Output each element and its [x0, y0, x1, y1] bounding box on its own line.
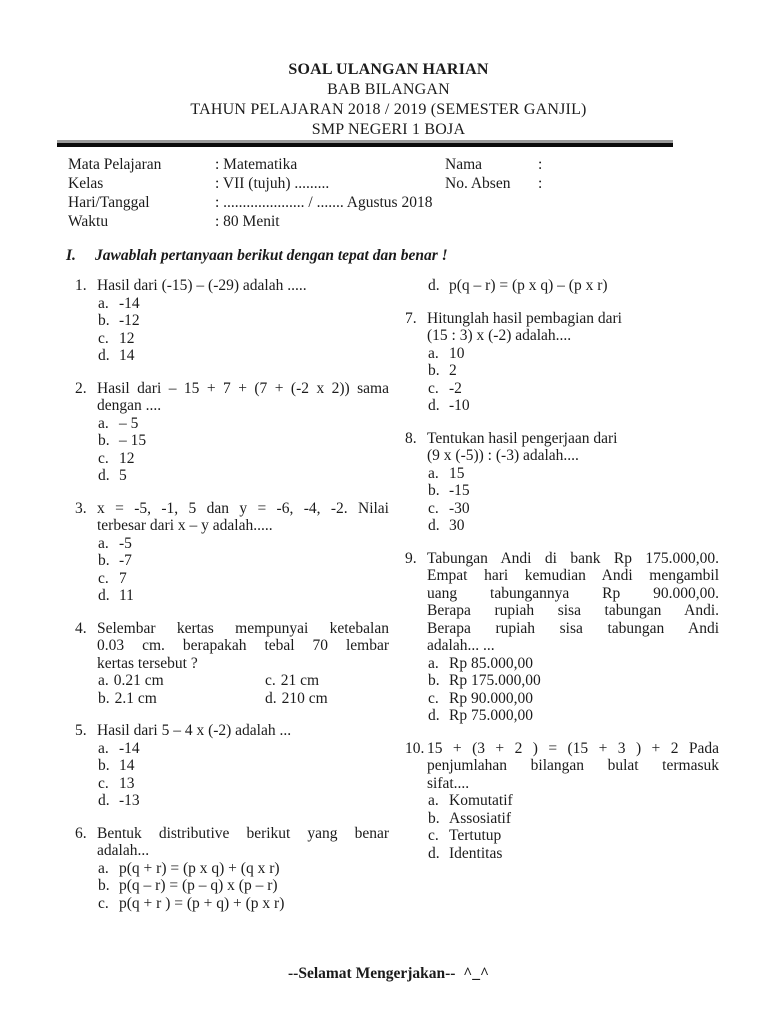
option-text: Rp 90.000,00: [449, 689, 533, 707]
question-text: [427, 740, 719, 793]
question-text-line: kertas tersebut ?: [97, 654, 198, 672]
section-numeral: I.: [66, 247, 76, 264]
option-text: 30: [449, 517, 465, 534]
option-text: -12: [119, 312, 140, 329]
option-text: 5: [119, 467, 127, 484]
option-label: b.: [98, 757, 110, 774]
exam-info-right: [445, 155, 542, 231]
question-8-option-c: [428, 500, 719, 518]
question-6-option-b: [98, 877, 389, 895]
question-10-option-a: [428, 792, 719, 810]
option-text: p(q – r) = (p – q) x (p – r): [119, 877, 278, 894]
question-2: [75, 380, 389, 485]
option-text: -2: [449, 379, 462, 397]
question-number: 9.: [405, 549, 417, 567]
option-label: a.: [98, 294, 109, 312]
question-5-option-c: [98, 775, 389, 793]
question-2-option-c: [98, 450, 389, 468]
question-text-line: Empat hari kemudian Andi mengambil: [427, 567, 719, 584]
question-text: [97, 277, 389, 295]
option-text: 10: [449, 344, 465, 362]
option-label: d.: [265, 689, 277, 707]
option-label: b.: [98, 432, 110, 449]
question-text-line: 15 + (3 + 2 ) = (15 + 3 ) + 2 Pada: [427, 739, 719, 757]
question-number: 10.: [405, 739, 425, 757]
option-text: 0.21 cm: [113, 672, 164, 689]
option-label: b.: [428, 482, 440, 499]
info-value: : ..................... / ....... Agustus 2018: [215, 194, 433, 211]
option-text: 21 cm: [280, 672, 320, 689]
option-text: Rp 75.000,00: [449, 707, 533, 724]
question-7-option-c: [428, 380, 719, 398]
question-1-option-b: [98, 312, 389, 330]
option-text: Rp 175.000,00: [449, 672, 541, 689]
footer-message: --Selamat Mengerjakan-- ^_^: [288, 965, 489, 982]
question-7-option-a: [428, 345, 719, 363]
option-text: Komutatif: [449, 792, 513, 809]
question-1-option-a: [98, 295, 389, 313]
question-2-option-d: [98, 467, 389, 485]
question-4-option-a: [98, 672, 265, 690]
option-text: -30: [449, 499, 470, 517]
option-text: 12: [119, 449, 135, 467]
exam-school-year: TAHUN PELAJARAN 2018 / 2019 (SEMESTER GANJIL): [190, 101, 587, 118]
option-text: Rp 85.000,00: [449, 654, 533, 672]
question-3-option-a: [98, 535, 389, 553]
option-text: -15: [449, 482, 470, 499]
question-text-line: (15 : 3) x (-2) adalah....: [427, 327, 572, 344]
question-number: 8.: [405, 429, 417, 447]
question-text-line: x = -5, -1, 5 dan y = -6, -4, -2. Nilai: [97, 499, 389, 517]
option-label: c.: [265, 672, 276, 689]
info-row-date: [68, 193, 445, 212]
question-text-line: 0.03 cm. berapakah tebal 70 lembar: [97, 637, 389, 654]
question-column-right: [405, 277, 719, 927]
question-number: 3.: [75, 499, 87, 517]
options-list-continued: [428, 277, 719, 295]
question-number: 7.: [405, 309, 417, 327]
question-text-line: adalah...: [97, 842, 150, 859]
question-9: [405, 550, 719, 725]
question-text-line: terbesar dari x – y adalah.....: [97, 517, 273, 534]
question-4-option-b: [98, 690, 265, 708]
question-number: 1.: [75, 277, 87, 294]
info-value: : 80 Menit: [215, 213, 280, 230]
question-4-option-c: [265, 672, 389, 690]
question-10: [405, 740, 719, 863]
question-text-line: Tabungan Andi di bank Rp 175.000,00.: [427, 549, 719, 567]
question-text-line: (9 x (-5)) : (-3) adalah....: [427, 447, 579, 464]
exam-info-left: [68, 155, 445, 231]
option-label: c.: [98, 329, 109, 347]
option-label: c.: [428, 827, 439, 844]
question-number: 4.: [75, 619, 87, 637]
option-text: -14: [119, 739, 140, 757]
option-label: b.: [428, 672, 440, 689]
option-text: 13: [119, 774, 135, 792]
question-9-option-a: [428, 655, 719, 673]
info-row-class: [68, 174, 445, 193]
options-list: [428, 465, 719, 535]
question-text-line: Hasil dari – 15 + 7 + (7 + (-2 x 2)) sama: [97, 379, 389, 397]
question-8: [405, 430, 719, 535]
question-5-option-b: [98, 757, 389, 775]
option-text: Assosiatif: [449, 809, 511, 827]
section-heading: [66, 247, 720, 265]
question-2-option-b: [98, 432, 389, 450]
option-label: b.: [98, 312, 110, 329]
info-value: :: [538, 156, 543, 173]
question-5-option-a: [98, 740, 389, 758]
exam-chapter: BAB BILANGAN: [327, 81, 450, 98]
option-text: -7: [119, 552, 132, 569]
question-text-line: Berapa rupiah sisa tabungan Andi.: [427, 602, 719, 619]
question-text: [427, 310, 719, 345]
question-text-line: Tentukan hasil pengerjaan dari: [427, 429, 618, 447]
option-text: 7: [119, 569, 127, 587]
question-10-option-b: [428, 810, 719, 828]
question-7: [405, 310, 719, 415]
info-row-subject: [68, 155, 445, 174]
section-instruction: Jawablah pertanyaan berikut dengan tepat dan benar !: [95, 247, 448, 264]
options-list: [428, 792, 719, 862]
options-list: [98, 415, 389, 485]
info-label: No. Absen: [445, 175, 511, 192]
question-9-option-b: [428, 672, 719, 690]
exam-title: SOAL ULANGAN HARIAN: [288, 61, 489, 78]
question-text-line: Berapa rupiah sisa tabungan Andi: [427, 619, 719, 637]
question-text: [97, 825, 389, 860]
question-3-option-d: [98, 587, 389, 605]
question-5-option-d: [98, 792, 389, 810]
option-label: c.: [428, 689, 439, 707]
option-text: p(q + r ) = (p + q) + (p x r): [119, 894, 285, 912]
question-7-option-d: [428, 397, 719, 415]
option-label: a.: [428, 344, 439, 362]
option-label: c.: [98, 569, 109, 587]
option-text: p(q – r) = (p x q) – (p x r): [449, 277, 608, 294]
info-value: :: [538, 175, 543, 192]
question-text: [97, 722, 389, 740]
question-10-option-d: [428, 845, 719, 863]
option-text: 14: [119, 757, 135, 774]
option-text: 15: [449, 464, 465, 482]
option-label: d.: [98, 587, 110, 604]
option-label: a.: [98, 414, 109, 432]
question-text: [427, 550, 719, 655]
options-list: [98, 295, 389, 365]
option-label: c.: [428, 499, 439, 517]
option-text: 11: [119, 587, 134, 604]
question-6-continued: [405, 277, 719, 295]
question-7-option-b: [428, 362, 719, 380]
option-text: 2: [449, 362, 457, 379]
question-text-line: adalah... ...: [427, 637, 495, 654]
question-6-option-a: [98, 860, 389, 878]
option-label: a.: [98, 859, 109, 877]
options-list: [428, 345, 719, 415]
option-label: c.: [98, 774, 109, 792]
options-list: [98, 740, 389, 810]
info-row-name: [445, 155, 542, 174]
option-label: b.: [98, 689, 110, 707]
question-4-option-d: [265, 690, 389, 708]
question-number: 6.: [75, 824, 87, 842]
option-label: c.: [428, 379, 439, 397]
question-8-option-b: [428, 482, 719, 500]
question-1-option-c: [98, 330, 389, 348]
question-2-option-a: [98, 415, 389, 433]
question-text-line: Hasil dari 5 – 4 x (-2) adalah ...: [97, 722, 292, 739]
info-label: Waktu: [68, 213, 109, 230]
option-label: a.: [98, 534, 109, 552]
info-label: Mata Pelajaran: [68, 156, 162, 173]
question-9-option-c: [428, 690, 719, 708]
option-label: d.: [428, 277, 440, 294]
question-text-line: Selembar kertas mempunyai ketebalan: [97, 619, 389, 637]
info-value: : Matematika: [215, 156, 298, 173]
info-row-duration: [68, 212, 445, 231]
question-8-option-d: [428, 517, 719, 535]
option-label: d.: [428, 517, 440, 534]
option-label: d.: [428, 844, 440, 862]
question-columns: [75, 277, 719, 927]
options-list: [98, 535, 389, 605]
question-text-line: penjumlahan bilangan bulat termasuk: [427, 757, 719, 774]
header-divider: [57, 140, 673, 147]
options-list: [98, 672, 389, 707]
option-text: p(q + r) = (p x q) + (q x r): [119, 859, 280, 877]
question-3: [75, 500, 389, 605]
info-label: Nama: [445, 156, 483, 173]
exam-info: [68, 155, 720, 231]
option-label: b.: [98, 877, 110, 894]
exam-school-name: SMP NEGERI 1 BOJA: [311, 121, 466, 138]
options-list: [98, 860, 389, 913]
question-text-line: uang tabungannya Rp 90.000,00.: [427, 584, 719, 602]
question-text-line: Hitunglah hasil pembagian dari: [427, 309, 622, 327]
question-8-option-a: [428, 465, 719, 483]
option-label: b.: [428, 362, 440, 379]
question-1-option-d: [98, 347, 389, 365]
question-3-option-b: [98, 552, 389, 570]
question-10-option-c: [428, 827, 719, 845]
option-label: d.: [428, 707, 440, 724]
question-text: [97, 500, 389, 535]
option-text: 12: [119, 329, 135, 347]
option-label: a.: [98, 672, 109, 689]
info-label: Kelas: [68, 175, 104, 192]
option-text: Identitas: [449, 844, 503, 862]
question-6: [75, 825, 389, 913]
option-label: d.: [98, 467, 110, 484]
option-label: d.: [98, 347, 110, 364]
option-text: 14: [119, 347, 135, 364]
option-text: -5: [119, 534, 132, 552]
option-text: – 15: [119, 432, 147, 449]
question-text-line: dengan ....: [97, 397, 162, 414]
question-column-left: [75, 277, 389, 927]
question-text: [97, 380, 389, 415]
option-label: a.: [428, 654, 439, 672]
question-1: [75, 277, 389, 365]
option-text: – 5: [119, 414, 139, 432]
option-label: d.: [98, 792, 110, 809]
option-text: -14: [119, 294, 140, 312]
option-label: c.: [98, 449, 109, 467]
info-label: Hari/Tanggal: [68, 194, 150, 211]
question-text-line: sifat....: [427, 774, 470, 792]
option-label: d.: [428, 397, 440, 414]
question-6-option-d: [428, 277, 719, 295]
question-9-option-d: [428, 707, 719, 725]
option-text: -13: [119, 792, 140, 809]
option-label: a.: [98, 739, 109, 757]
info-row-absence-number: [445, 174, 542, 193]
question-text: [97, 620, 389, 673]
question-4: [75, 620, 389, 708]
option-text: Tertutup: [449, 827, 502, 844]
options-list: [428, 655, 719, 725]
option-text: 210 cm: [281, 689, 328, 707]
option-label: c.: [98, 894, 109, 912]
option-label: a.: [428, 464, 439, 482]
question-text: [427, 430, 719, 465]
info-value: : VII (tujuh) .........: [215, 175, 330, 192]
question-number: 5.: [75, 722, 87, 739]
option-label: b.: [98, 552, 110, 569]
option-text: -10: [449, 397, 470, 414]
option-text: 2.1 cm: [114, 689, 157, 707]
exam-header: [57, 60, 720, 140]
option-label: b.: [428, 809, 440, 827]
question-number: 2.: [75, 379, 87, 397]
question-3-option-c: [98, 570, 389, 588]
question-text-line: Bentuk distributive berikut yang benar: [97, 824, 389, 842]
question-5: [75, 722, 389, 810]
question-6-option-c: [98, 895, 389, 913]
option-label: a.: [428, 792, 439, 809]
question-text-line: Hasil dari (-15) – (-29) adalah .....: [97, 277, 307, 294]
